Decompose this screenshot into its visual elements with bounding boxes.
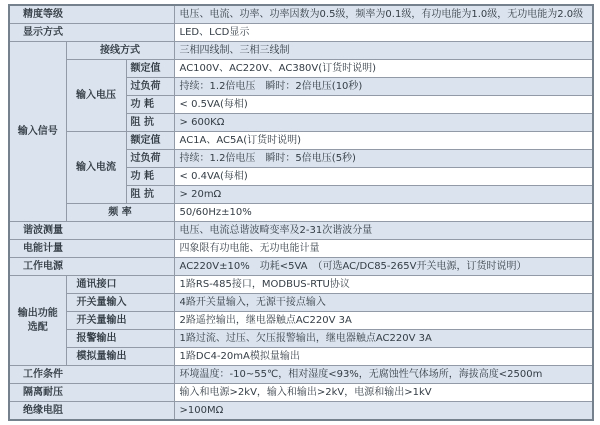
power-supply-value: AC220V±10% 功耗<5VA （可选AC/DC85-265V开关电源，订货时说明）	[174, 258, 593, 276]
row-digital-output	[9, 312, 593, 330]
current-overload-label: 过负荷	[126, 150, 174, 168]
row-comm-interface	[9, 276, 593, 294]
current-impedance-label: 阻 抗	[126, 186, 174, 204]
spec-table	[8, 4, 594, 421]
harmonics-label: 谐波测量	[9, 222, 174, 240]
current-rated-value: AC1A、AC5A(订货时说明)	[174, 132, 593, 150]
alarm-output-value: 1路过流、过压、欠压报警输出，继电器触点AC220V 3A	[174, 330, 593, 348]
input-current-group-label: 输入电流	[66, 132, 126, 204]
row-working-conditions	[9, 366, 593, 384]
row-harmonics	[9, 222, 593, 240]
row-power-supply	[9, 258, 593, 276]
output-options-line1: 输出功能	[17, 308, 58, 319]
display-mode-label: 显示方式	[9, 24, 174, 42]
insulation-resistance-value: >100MΩ	[174, 402, 593, 421]
digital-output-label: 开关量输出	[66, 312, 174, 330]
input-signal-group-label: 输入信号	[9, 42, 66, 222]
energy-metering-label: 电能计量	[9, 240, 174, 258]
row-voltage-rated	[9, 60, 593, 78]
current-consumption-label: 功 耗	[126, 168, 174, 186]
current-impedance-value: > 20mΩ	[174, 186, 593, 204]
voltage-impedance-value: > 600KΩ	[174, 114, 593, 132]
row-insulation-resistance	[9, 402, 593, 421]
comm-interface-label: 通讯接口	[66, 276, 174, 294]
digital-input-value: 4路开关量输入，无源干接点输入	[174, 294, 593, 312]
working-conditions-label: 工作条件	[9, 366, 174, 384]
analog-output-value: 1路DC4-20mA模拟量输出	[174, 348, 593, 366]
output-options-group-label	[9, 276, 66, 366]
isolation-voltage-label: 隔离耐压	[9, 384, 174, 402]
row-current-rated	[9, 132, 593, 150]
input-voltage-group-label: 输入电压	[66, 60, 126, 132]
row-digital-input	[9, 294, 593, 312]
row-display-mode	[9, 24, 593, 42]
voltage-impedance-label: 阻 抗	[126, 114, 174, 132]
voltage-consumption-value: < 0.5VA(每相)	[174, 96, 593, 114]
row-frequency	[9, 204, 593, 222]
wiring-mode-value: 三相四线制、三相三线制	[174, 42, 593, 60]
display-mode-value: LED、LCD显示	[174, 24, 593, 42]
row-wiring-mode	[9, 42, 593, 60]
frequency-value: 50/60Hz±10%	[174, 204, 593, 222]
wiring-mode-label: 接线方式	[66, 42, 174, 60]
current-overload-value: 持续：1.2倍电压 瞬时：5倍电压(5秒)	[174, 150, 593, 168]
digital-output-value: 2路遥控输出，继电器触点AC220V 3A	[174, 312, 593, 330]
accuracy-value: 电压、电流、功率、功率因数为0.5级，频率为0.1级，有功电能为1.0级，无功电能为2.0级	[174, 5, 593, 24]
voltage-rated-value: AC100V、AC220V、AC380V(订货时说明)	[174, 60, 593, 78]
voltage-consumption-label: 功 耗	[126, 96, 174, 114]
power-supply-label: 工作电源	[9, 258, 174, 276]
voltage-overload-value: 持续：1.2倍电压 瞬时：2倍电压(10秒)	[174, 78, 593, 96]
voltage-rated-label: 额定值	[126, 60, 174, 78]
analog-output-label: 模拟量输出	[66, 348, 174, 366]
row-energy-metering	[9, 240, 593, 258]
digital-input-label: 开关量输入	[66, 294, 174, 312]
comm-interface-value: 1路RS-485接口，MODBUS-RTU协议	[174, 276, 593, 294]
voltage-overload-label: 过负荷	[126, 78, 174, 96]
energy-metering-value: 四象限有功电能、无功电能计量	[174, 240, 593, 258]
working-conditions-value: 环境温度：-10~55℃，相对湿度<93%，无腐蚀性气体场所，海拔高度<2500m	[174, 366, 593, 384]
row-alarm-output	[9, 330, 593, 348]
insulation-resistance-label: 绝缘电阻	[9, 402, 174, 421]
accuracy-label: 精度等级	[9, 5, 174, 24]
row-isolation-voltage	[9, 384, 593, 402]
alarm-output-label: 报警输出	[66, 330, 174, 348]
isolation-voltage-value: 输入和电源>2kV，输入和输出>2kV，电源和输出>1kV	[174, 384, 593, 402]
current-rated-label: 额定值	[126, 132, 174, 150]
row-accuracy	[9, 5, 593, 24]
row-analog-output	[9, 348, 593, 366]
harmonics-value: 电压、电流总谐波畸变率及2-31次谐波分量	[174, 222, 593, 240]
output-options-line2: 选配	[27, 321, 48, 333]
frequency-label: 频 率	[66, 204, 174, 222]
current-consumption-value: < 0.4VA(每相)	[174, 168, 593, 186]
